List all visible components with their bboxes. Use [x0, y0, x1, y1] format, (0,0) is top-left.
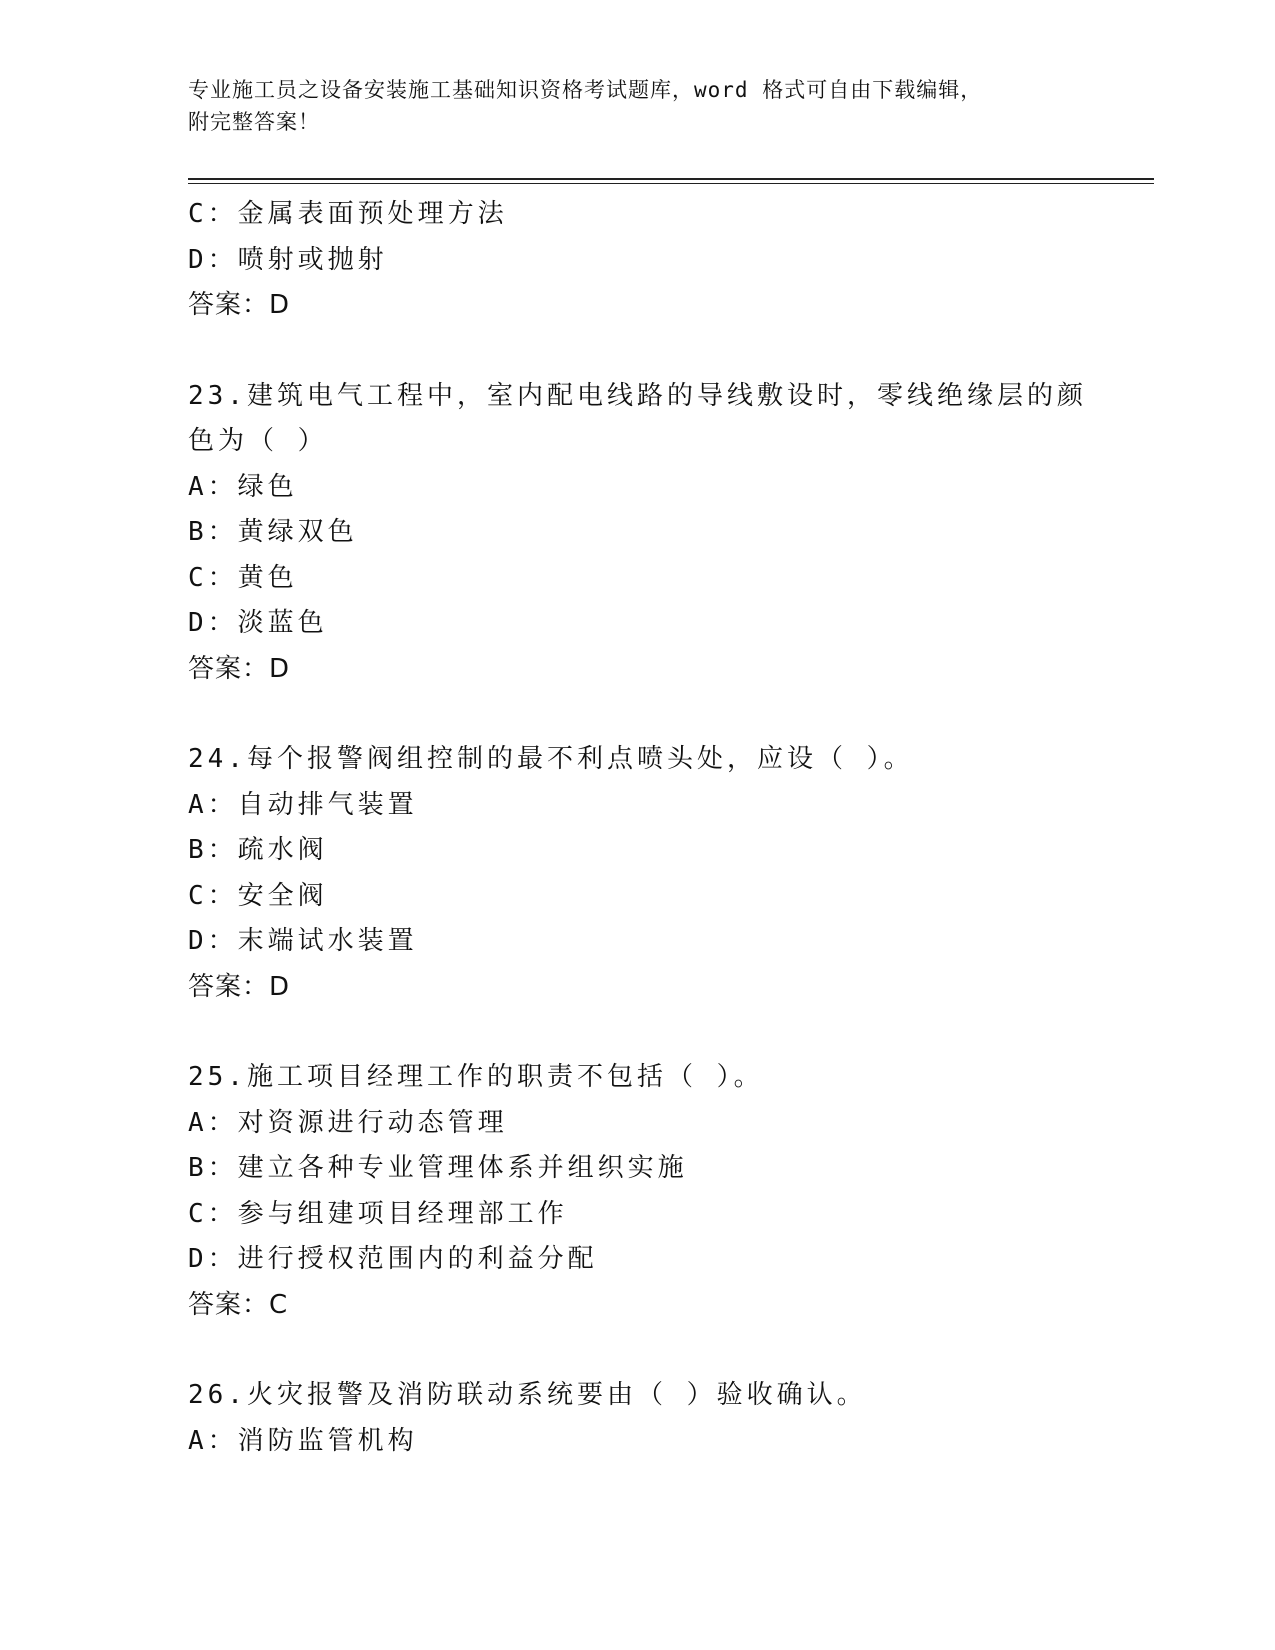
question-26	[188, 1373, 1138, 1464]
option-b: B：疏水阀	[188, 835, 328, 865]
header-divider-thin	[188, 183, 1154, 184]
question-23	[188, 374, 1138, 693]
question-stem: 25.施工项目经理工作的职责不包括（ ）。	[188, 1062, 764, 1092]
header-line-1: 专业施工员之设备安装施工基础知识资格考试题库，word 格式可自由下载编辑，	[188, 78, 983, 102]
option-a: A：对资源进行动态管理	[188, 1107, 508, 1138]
option-c: C：黄色	[188, 562, 298, 593]
question-25	[188, 1055, 1138, 1328]
answer-line: 答案：D	[188, 971, 291, 1002]
option-b: B：黄绿双色	[188, 517, 358, 547]
option-d: D：喷射或抛射	[188, 244, 388, 275]
header-divider-thick	[188, 178, 1154, 180]
answer-line: 答案：C	[188, 1289, 289, 1320]
question-24	[188, 737, 1138, 1010]
answer-line: 答案：D	[188, 653, 291, 684]
answer-line: 答案：D	[188, 290, 291, 320]
question-stem: 23.建筑电气工程中，室内配电线路的导线敷设时，零线绝缘层的颜色为（ ）	[188, 380, 1087, 456]
question-22-tail	[188, 192, 1138, 329]
option-c: C：参与组建项目经理部工作	[188, 1198, 568, 1229]
option-c: C：金属表面预处理方法	[188, 199, 508, 229]
header-line-2: 附完整答案！	[188, 110, 320, 134]
option-d: D：末端试水装置	[188, 926, 418, 956]
option-d: D：进行授权范围内的利益分配	[188, 1244, 598, 1274]
document-header	[188, 74, 1088, 138]
option-a: A：消防监管机构	[188, 1425, 418, 1456]
question-stem: 24.每个报警阀组控制的最不利点喷头处，应设（ ）。	[188, 744, 914, 774]
question-list	[188, 192, 1138, 1464]
option-b: B：建立各种专业管理体系并组织实施	[188, 1153, 688, 1183]
option-c: C：安全阀	[188, 880, 328, 911]
question-stem: 26.火灾报警及消防联动系统要由（ ）验收确认。	[188, 1380, 867, 1410]
option-d: D：淡蓝色	[188, 608, 328, 638]
option-a: A：自动排气装置	[188, 789, 418, 820]
option-a: A：绿色	[188, 471, 298, 502]
